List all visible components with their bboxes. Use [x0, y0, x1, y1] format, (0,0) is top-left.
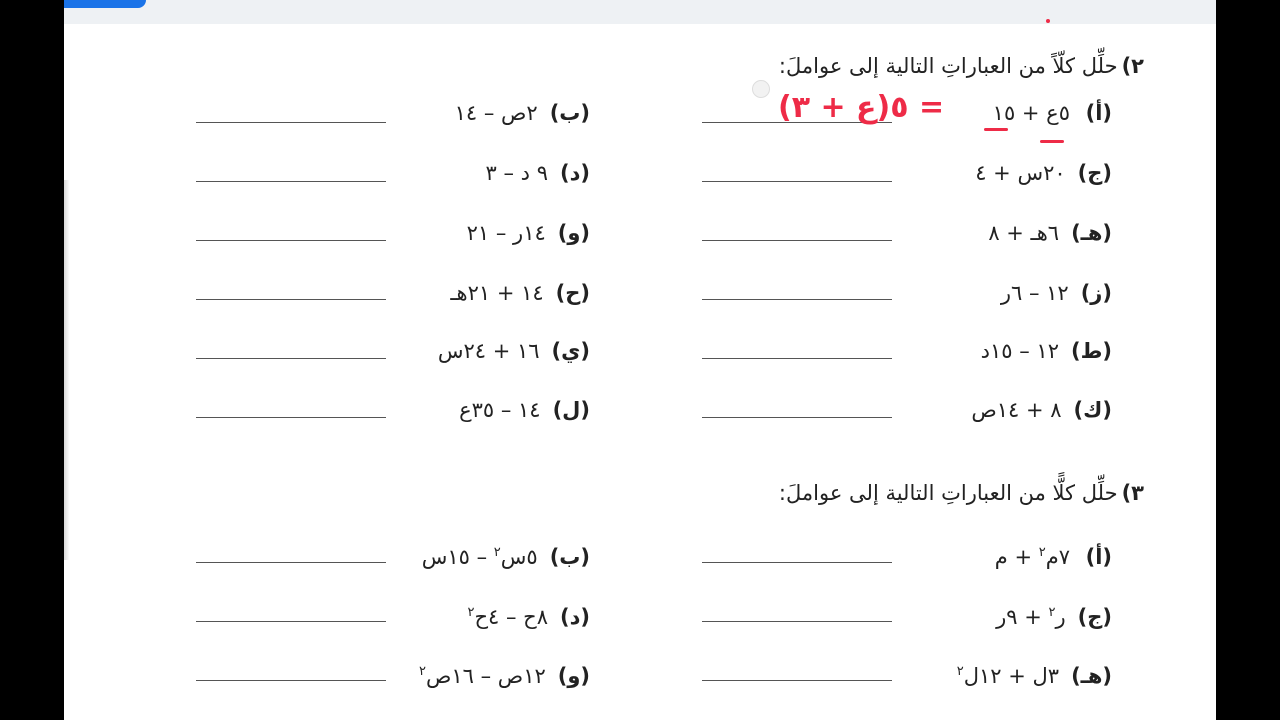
answer-line-q2-g[interactable] [702, 299, 892, 300]
q2-item-k [971, 398, 1112, 422]
item-expression: ٢٠س + ٤ [975, 161, 1066, 185]
answer-line-q2-b[interactable] [196, 122, 386, 123]
item-exponent: ٢ [1038, 545, 1046, 560]
item-expression-part: ر [1055, 605, 1066, 629]
handwritten-underline-e [1040, 140, 1064, 143]
q3-item-b [422, 541, 590, 569]
q2-item-g [1001, 281, 1112, 305]
item-label: (ب) [549, 101, 590, 125]
item-label: (ل) [552, 398, 590, 422]
item-label: (ج) [1077, 605, 1112, 629]
item-exponent: ٢ [419, 664, 426, 679]
item-expression: ١٤ر – ٢١ [466, 221, 546, 245]
answer-line-q2-l[interactable] [196, 417, 386, 418]
q3-item-d [467, 601, 590, 629]
question-3-number: ٣) [1121, 481, 1144, 505]
question-3-title [779, 481, 1144, 505]
answer-line-q3-e[interactable] [702, 680, 892, 681]
answer-line-q3-a[interactable] [702, 562, 892, 563]
item-expression-part: ٨ح – ٤ح [474, 605, 548, 629]
ink-dot-mark [1046, 19, 1050, 23]
q2-item-d [486, 161, 590, 185]
item-label: (ز) [1080, 281, 1112, 305]
answer-line-q2-e[interactable] [702, 240, 892, 241]
item-expression-part: + م [994, 545, 1039, 569]
q2-item-l [459, 398, 590, 422]
answer-line-q2-k[interactable] [702, 417, 892, 418]
item-label: (د) [560, 605, 590, 629]
item-expression-part: – ١٥س [421, 545, 494, 569]
item-label: (ب) [549, 545, 590, 569]
q2-item-j [438, 339, 590, 363]
item-expression-part: ٣ل + ١٢ل [963, 664, 1060, 688]
item-expression: ١٢ – ٦ر [1000, 281, 1069, 305]
viewer-top-bar [64, 0, 1216, 24]
q2-item-b [455, 101, 590, 125]
item-label: (ك) [1073, 398, 1112, 422]
item-expression: ٩ د – ٣ [485, 161, 548, 185]
item-exponent: ٢ [493, 545, 501, 560]
q2-item-e [988, 221, 1112, 245]
answer-line-q2-h[interactable] [196, 299, 386, 300]
question-2-title [779, 54, 1144, 78]
q2-item-c [975, 161, 1112, 185]
handwritten-answer: = ٥(ع + ٣) [778, 90, 945, 125]
item-label: (هـ) [1071, 664, 1112, 688]
q2-item-i [981, 339, 1112, 363]
item-expression-part: + ٩ر [996, 605, 1049, 629]
item-exponent: ٢ [467, 605, 475, 620]
item-label: (ط) [1070, 339, 1112, 363]
item-expression-part: ٧م [1045, 545, 1070, 569]
q3-item-f [419, 660, 590, 688]
item-label: (د) [560, 161, 590, 185]
question-3-text: حلِّل كلًّا من العباراتِ التالية إلى عواملَ: [778, 481, 1118, 505]
q3-item-a [995, 541, 1112, 569]
item-expression: ٥ع + ١٥ [992, 101, 1070, 125]
question-2-number: ٢) [1121, 54, 1144, 78]
answer-line-q2-c[interactable] [702, 181, 892, 182]
page-edge-shadow [64, 180, 70, 560]
item-label: (أ) [1085, 101, 1112, 125]
item-label: (و) [557, 221, 590, 245]
item-label: (أ) [1085, 545, 1112, 569]
answer-line-q2-j[interactable] [196, 358, 386, 359]
question-2-text: حلِّل كلّاً من العباراتِ التالية إلى عواملَ: [778, 54, 1118, 78]
q2-item-h [450, 281, 590, 305]
q2-item-a [993, 101, 1112, 125]
q3-item-e [957, 660, 1112, 688]
answer-line-q3-b[interactable] [196, 562, 386, 563]
answer-line-q3-f[interactable] [196, 680, 386, 681]
item-expression-part: ١٢ص – ١٦ص [425, 664, 546, 688]
item-expression: ١٤ – ٣٥ع [459, 398, 541, 422]
answer-line-q3-d[interactable] [196, 621, 386, 622]
item-expression: ٢ص – ١٤ [454, 101, 538, 125]
item-expression-part: ٥س [500, 545, 538, 569]
item-label: (ج) [1077, 161, 1112, 185]
answer-line-q2-d[interactable] [196, 181, 386, 182]
item-exponent: ٢ [956, 664, 964, 679]
answer-line-q2-i[interactable] [702, 358, 892, 359]
handwritten-underline-15 [984, 128, 1008, 131]
q3-item-c [996, 601, 1112, 629]
item-expression: ١٦ + ٢٤س [437, 339, 540, 363]
item-label: (و) [557, 664, 590, 688]
viewer-tab-indicator[interactable] [64, 0, 146, 8]
item-label: (ي) [551, 339, 590, 363]
q2-item-f [467, 221, 590, 245]
pen-cursor-icon [752, 80, 770, 98]
item-expression: ١٤ + ٢١هـ [450, 281, 544, 305]
item-exponent: ٢ [1048, 605, 1056, 620]
item-label: (هـ) [1071, 221, 1112, 245]
answer-line-q3-c[interactable] [702, 621, 892, 622]
answer-line-q2-f[interactable] [196, 240, 386, 241]
item-expression: ١٢ – ١٥د [980, 339, 1059, 363]
item-expression: ٨ + ١٤ص [971, 398, 1062, 422]
item-expression: ٦هـ + ٨ [988, 221, 1060, 245]
item-label: (ح) [555, 281, 590, 305]
